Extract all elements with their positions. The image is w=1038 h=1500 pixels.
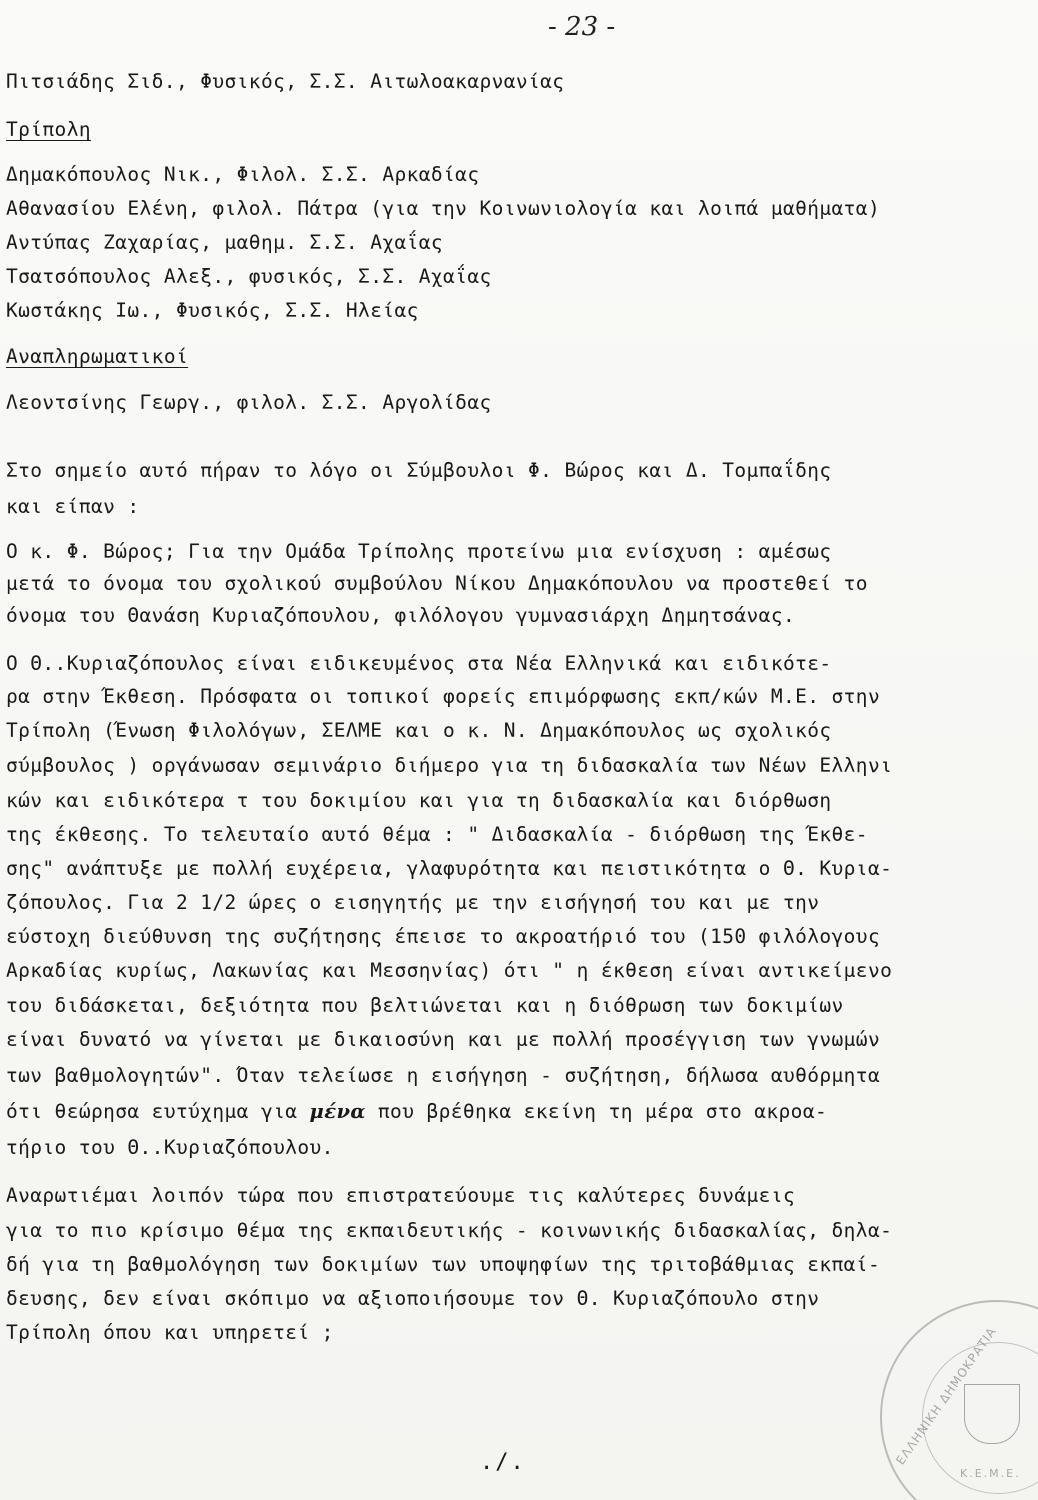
- text-line: και είπαν :: [6, 495, 140, 518]
- line-start: ότι θεώρησα ευτύχημα για: [6, 1100, 298, 1123]
- text-line: των βαθμολογητών". Όταν τελείωσε η εισήγηση - συζήτηση, δήλωσα αυθόρμητα: [6, 1064, 881, 1087]
- text-line: του διδάσκεται, δεξιότητα που βελτιώνεται και η διόθρωση των δοκιμίων: [6, 994, 844, 1017]
- text-line: δευσης, δεν είναι σκόπιμο να αξιοποιήσουμε τον Θ. Κυριαζόπουλο στην: [6, 1287, 820, 1310]
- text-line: Κωστάκης Ιω., Φυσικός, Σ.Σ. Ηλείας: [6, 299, 419, 322]
- page-number: - 23 -: [548, 12, 616, 42]
- text-line: της έκθεσης. Το τελευταίο αυτό θέμα : " Διδασκαλία - διόρθωση της Έκθε-: [6, 823, 868, 846]
- text-line: κών και ειδικότερα τ του δοκιμίου και για τη διδασκαλία και διόρθωση: [6, 789, 832, 812]
- stamp-text: ΕΛΛΗΝΙΚΗ ΔΗΜΟΚΡΑΤΙΑ: [893, 1324, 1000, 1468]
- page-continuation-mark: ./.: [480, 1450, 526, 1475]
- text-line: σύμβουλος ) οργάνωσαν σεμινάριο διήμερο για τη διδασκαλία των Νέων Ελληνι: [6, 754, 893, 777]
- text-line: μετά το όνομα του σχολικού συμβούλου Νίκου Δημακόπουλου να προστεθεί το: [6, 572, 868, 595]
- handwritten-insert: μένα: [309, 1100, 366, 1123]
- text-line: σης" ανάπτυξε με πολλή ευχέρεια, γλαφυρότητα και πειστικότητα ο Θ. Κυρια-: [6, 857, 893, 880]
- text-line: Στο σημείο αυτό πήραν το λόγο οι Σύμβουλοι Φ. Βώρος και Δ. Τομπαΐδης: [6, 459, 832, 482]
- line-end: που βρέθηκα εκείνη τη μέρα στο ακροα-: [365, 1100, 828, 1123]
- text-line: Λεοντσίνης Γεωργ., φιλολ. Σ.Σ. Αργολίδας: [6, 391, 492, 414]
- official-stamp: [880, 1300, 1038, 1500]
- text-line: ζόπουλος. Για 2 1/2 ώρες ο εισηγητής με την εισήγησή του και με την: [6, 891, 820, 914]
- text-line: Αντύπας Ζαχαρίας, μαθημ. Σ.Σ. Αχαΐας: [6, 231, 444, 254]
- text-line: εύστοχη διεύθυνση της συζήτησης έπεισε το ακροατήριό του (150 φιλόλογους: [6, 925, 881, 948]
- text-line: Ο Θ..Κυριαζόπουλος είναι ειδικευμένος στα Νέα Ελληνικά και ειδικότε-: [6, 652, 832, 675]
- text-line: είναι δυνατό να γίνεται με δικαιοσύνη και με πολλή προσέγγιση των γνωμών: [6, 1028, 881, 1051]
- text-line: Δημακόπουλος Νικ., Φιλολ. Σ.Σ. Αρκαδίας: [6, 163, 480, 186]
- text-line: για το πιο κρίσιμο θέμα της εκπαιδευτικής - κοινωνικής διδασκαλίας, δηλα-: [6, 1219, 893, 1242]
- text-line: όνομα του Θανάση Κυριαζόπουλου, φιλόλογου γυμνασιάρχη Δημητσάνας.: [6, 604, 796, 627]
- text-line: Αρκαδίας κυρίως, Λακωνίας και Μεσσηνίας) ότι " η έκθεση είναι αντικείμενο: [6, 959, 893, 982]
- text-line: Αναρωτιέμαι λοιπόν τώρα που επιστρατεύουμε τις καλύτερες δυνάμεις: [6, 1184, 796, 1207]
- coat-of-arms-icon: [964, 1384, 1020, 1444]
- text-line: τήριο του Θ..Κυριαζόπουλου.: [6, 1136, 334, 1159]
- section-heading: Τρίπολη: [6, 118, 91, 141]
- text-line: Πιτσιάδης Σιδ., Φυσικός, Σ.Σ. Αιτωλοακαρνανίας: [6, 70, 565, 93]
- text-line: Τρίπολη όπου και υπηρετεί ;: [6, 1321, 334, 1344]
- text-line: ρα στην Έκθεση. Πρόσφατα οι τοπικοί φορείς επιμόρφωσης εκπ/κών Μ.Ε. στην: [6, 685, 881, 708]
- text-line: [6, 1100, 827, 1124]
- text-line: δή για τη βαθμολόγηση των δοκιμίων των υποψηφίων της τριτοβάθμιας εκπαί-: [6, 1253, 881, 1276]
- text-line: Τρίπολη (Ένωση Φιλολόγων, ΣΕΛΜΕ και ο κ. Ν. Δημακόπουλος ως σχολικός: [6, 719, 832, 742]
- section-heading: Αναπληρωματικοί: [6, 345, 189, 368]
- text-line: Αθανασίου Ελένη, φιλολ. Πάτρα (για την Κοινωνιολογία και λοιπά μαθήματα): [6, 197, 881, 220]
- text-line: Τσατσόπουλος Αλεξ., φυσικός, Σ.Σ. Αχαΐας: [6, 265, 492, 288]
- stamp-subtext: Κ.Ε.Μ.Ε.: [960, 1467, 1021, 1480]
- text-line: Ο κ. Φ. Βώρος; Για την Ομάδα Τρίπολης προτείνω μια ενίσχυση : αμέσως: [6, 540, 832, 563]
